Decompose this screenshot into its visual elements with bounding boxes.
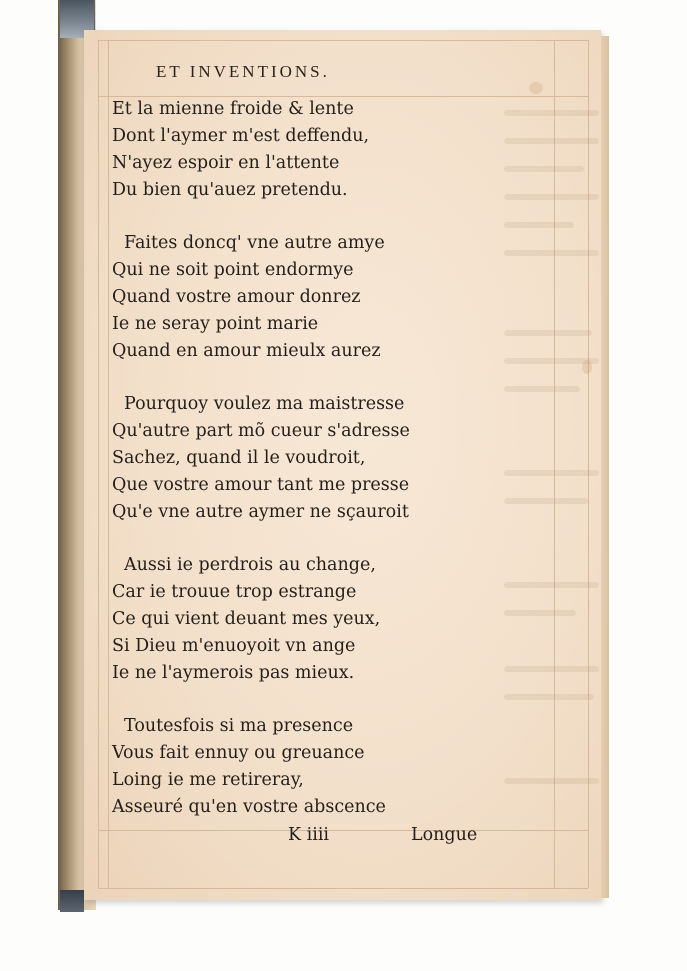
verse-line: Ce qui vient deuant mes yeux, bbox=[112, 609, 381, 629]
book-page bbox=[84, 30, 601, 900]
show-through bbox=[504, 250, 599, 256]
verse-line: Car ie trouue trop estrange bbox=[112, 582, 357, 602]
stanza bbox=[112, 391, 492, 526]
verse-line: Toutesfois si ma presence bbox=[124, 716, 354, 736]
verse-line: Ie ne l'aymerois pas mieux. bbox=[112, 663, 355, 683]
verse-line: Faites doncq' vne autre amye bbox=[124, 233, 385, 253]
show-through bbox=[504, 498, 588, 504]
verse-line: Du bien qu'auez pretendu. bbox=[112, 180, 348, 200]
verse-line: Pourquoy voulez ma maistresse bbox=[124, 394, 405, 414]
verse-line: Loing ie me retireray, bbox=[112, 770, 304, 790]
show-through bbox=[504, 470, 599, 476]
verse-line: Qui ne soit point endormye bbox=[112, 260, 354, 280]
paper-stain bbox=[529, 82, 543, 94]
verse-line: Quand en amour mieulx aurez bbox=[112, 341, 381, 361]
show-through bbox=[504, 694, 594, 700]
verse-line: Que vostre amour tant me presse bbox=[112, 475, 410, 495]
signature-mark: K iiii bbox=[288, 825, 330, 845]
show-through bbox=[504, 666, 599, 672]
paper-stain bbox=[582, 360, 592, 374]
frame-rule-top bbox=[98, 40, 588, 41]
frame-rule-left bbox=[98, 40, 99, 888]
stanza bbox=[112, 713, 492, 821]
verse-line: N'ayez espoir en l'attente bbox=[112, 153, 340, 173]
show-through bbox=[504, 110, 599, 116]
show-through bbox=[504, 194, 599, 200]
running-head: ET INVENTIONS. bbox=[156, 62, 330, 81]
poem-text bbox=[112, 96, 492, 847]
show-through bbox=[504, 778, 599, 784]
stanza bbox=[112, 230, 492, 365]
frame-rule-left-inner bbox=[108, 40, 109, 888]
verse-line: Dont l'aymer m'est deffendu, bbox=[112, 126, 370, 146]
show-through bbox=[504, 386, 580, 392]
verse-line: Aussi ie perdrois au change, bbox=[124, 555, 376, 575]
show-through bbox=[504, 330, 592, 336]
verse-line: Qu'autre part mõ cueur s'adresse bbox=[112, 421, 410, 441]
spine-cover-bottom bbox=[60, 890, 84, 912]
show-through bbox=[504, 582, 599, 588]
verse-line: Asseuré qu'en vostre abscence bbox=[112, 797, 386, 817]
verse-line: Qu'e vne autre aymer ne sçauroit bbox=[112, 502, 409, 522]
stanza bbox=[112, 96, 492, 204]
catchword: Longue bbox=[411, 825, 478, 845]
verse-line: Et la mienne froide & lente bbox=[112, 99, 354, 119]
show-through bbox=[504, 610, 576, 616]
verse-line: Ie ne seray point marie bbox=[112, 314, 319, 334]
show-through bbox=[504, 222, 574, 228]
frame-rule-right bbox=[588, 40, 589, 888]
verse-line: Quand vostre amour donrez bbox=[112, 287, 361, 307]
show-through bbox=[504, 166, 584, 172]
page-edge bbox=[601, 36, 609, 898]
frame-rule-bottom bbox=[98, 888, 588, 889]
verse-line: Vous fait ennuy ou greuance bbox=[112, 743, 365, 763]
stanza bbox=[112, 552, 492, 687]
show-through bbox=[504, 138, 599, 144]
verse-line: Sachez, quand il le voudroit, bbox=[112, 448, 366, 468]
verse-line: Si Dieu m'enuoyoit vn ange bbox=[112, 636, 356, 656]
